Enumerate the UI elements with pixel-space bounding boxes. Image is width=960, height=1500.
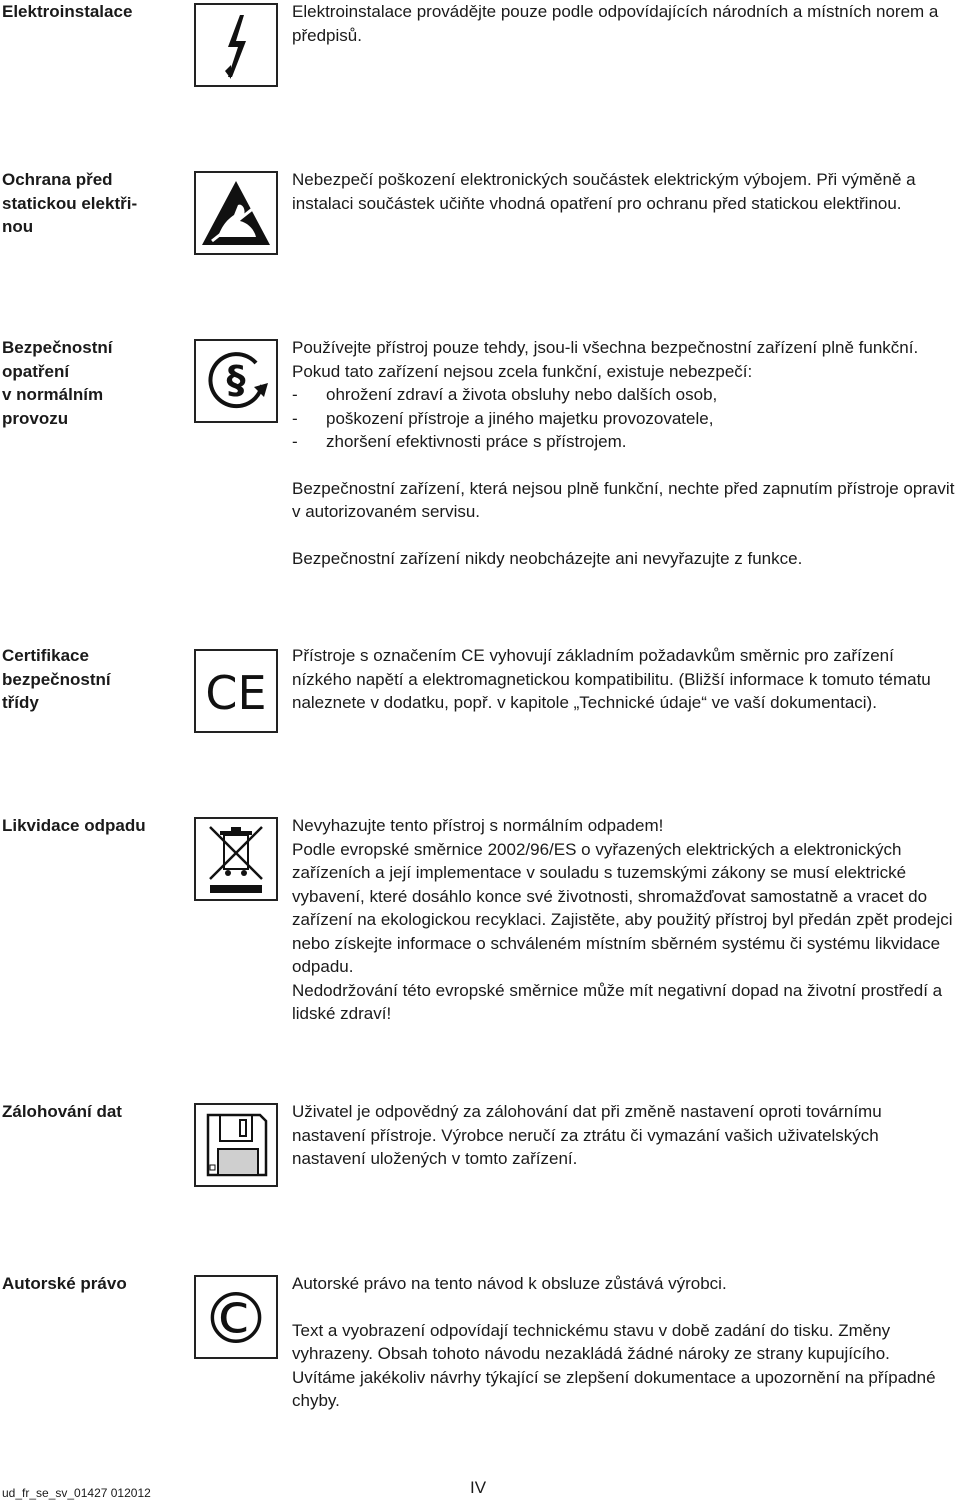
- label-line: opatření: [2, 361, 70, 381]
- section-text: [292, 1272, 956, 1413]
- label-line: Certifikace: [2, 646, 89, 665]
- section-text: Přístroje s označením CE vyhovují základním požadavkům směrnic pro zařízení nízkého napětí a elektromagnetickou kompatibilitu. (Bližší informace k tomuto tématu naleznete v dodatku, popř. v kapitole „Technické údaje“ ve vaší dokumentaci).: [292, 646, 931, 712]
- list-item-text: zhoršení efektivnosti práce s přístrojem.: [326, 432, 627, 451]
- copyright-paragraph: Text a vyobrazení odpovídají technickému stavu v době zadání do tisku. Změny vyhrazeny. Obsah tohoto návodu nezakládá žádné nároky ze strany kupujícího. Uvítáme jakékoliv návrhy týkající se zlepšení dokumentace a upozornění na případné chyby.: [292, 1320, 936, 1410]
- safety-paragraph: Bezpečnostní zařízení, která nejsou plně funkční, nechte před zapnutím přístroje opravit v autorizovaném servisu.: [292, 478, 955, 521]
- copyright-icon: [194, 1275, 278, 1359]
- safety-intro: Používejte přístroj pouze tehdy, jsou-li všechna bezpečnostní zařízení plně funkční. Pokud tato zařízení nejsou zcela funkční, existuje nebezpečí:: [292, 338, 919, 381]
- list-item: [292, 383, 956, 407]
- section-text: Elektroinstalace provádějte pouze podle odpovídajících národních a místních norem a předpisů.: [292, 2, 939, 45]
- safety-paragraph: Bezpečnostní zařízení nikdy neobcházejte ani nevyřazujte z funkce.: [292, 548, 803, 568]
- waste-warning: Nevyhazujte tento přístroj s normálním odpadem!: [292, 816, 664, 835]
- list-item: [292, 430, 956, 454]
- ce-mark-text: CE: [205, 666, 267, 720]
- floppy-disk-icon: [194, 1103, 278, 1187]
- label-line: Ochrana před: [2, 170, 113, 189]
- section-label: Autorské právo: [2, 1274, 127, 1293]
- label-line: třídy: [2, 693, 39, 712]
- section-text: [292, 336, 956, 570]
- label-line: v normálním: [2, 385, 104, 404]
- label-line: statickou elektři-: [2, 193, 138, 213]
- label-line: Bezpečnostní: [2, 338, 113, 357]
- weee-crossed-bin-icon: [194, 817, 278, 901]
- ce-mark-icon: [194, 649, 278, 733]
- section-label: Elektroinstalace: [2, 2, 133, 21]
- copyright-symbol: ©: [201, 1279, 271, 1355]
- label-line: nou: [2, 217, 34, 236]
- bullet-dash: -: [292, 385, 298, 404]
- svg-text:§: §: [226, 358, 246, 402]
- document-code: ud_fr_se_sv_01427 012012: [2, 1486, 151, 1500]
- section-label: [2, 336, 172, 430]
- section-label: [2, 644, 172, 715]
- safety-paragraph-icon: [194, 339, 278, 423]
- list-item-text: ohrožení zdraví a života obsluhy nebo dalších osob,: [326, 385, 718, 404]
- high-voltage-icon: [194, 3, 278, 87]
- waste-consequence: Nedodržování této evropské směrnice může mít negativní dopad na životní prostředí a lidské zdraví!: [292, 980, 943, 1023]
- section-text: Uživatel je odpovědný za zálohování dat při změně nastavení oproti továrnímu nastavení přístroje. Výrobce neručí za ztrátu či vymazání vašich uživatelských nastavení uložených v tomto zařízení.: [292, 1102, 882, 1168]
- section-label: Likvidace odpadu: [2, 816, 146, 835]
- label-line: bezpečnostní: [2, 669, 111, 689]
- bullet-dash: -: [292, 408, 298, 428]
- page-number: IV: [470, 1478, 487, 1497]
- copyright-paragraph: Autorské právo na tento návod k obsluze zůstává výrobci.: [292, 1274, 727, 1293]
- list-item: [292, 407, 956, 431]
- label-line: provozu: [2, 408, 69, 428]
- esd-warning-icon: [194, 171, 278, 255]
- section-label: Zálohování dat: [2, 1102, 122, 1121]
- list-item-text: poškození přístroje a jiného majetku provozovatele,: [326, 408, 714, 428]
- section-text: Nebezpečí poškození elektronických součástek elektrickým výbojem. Při výměně a instalaci součástek učiňte vhodná opatření pro ochranu před statickou elektřinou.: [292, 170, 916, 213]
- waste-directive: Podle evropské směrnice 2002/96/ES o vyřazených elektrických a elektronických zařízeních a její implementace v souladu s tuzemskými zákony se musí elektrické vybavení, které dosáhlo konce své životnosti, shromažďovat samostatně a vracet do zařízení na ekologickou recyklaci. Zajistěte, aby použitý přístroj byl předán zpět prodejci nebo získejte informace o schváleném místním sběrném systému či systému likvidace odpadu.: [292, 839, 953, 976]
- section-label: [2, 168, 172, 239]
- section-text: [292, 814, 956, 1026]
- bullet-dash: -: [292, 432, 298, 451]
